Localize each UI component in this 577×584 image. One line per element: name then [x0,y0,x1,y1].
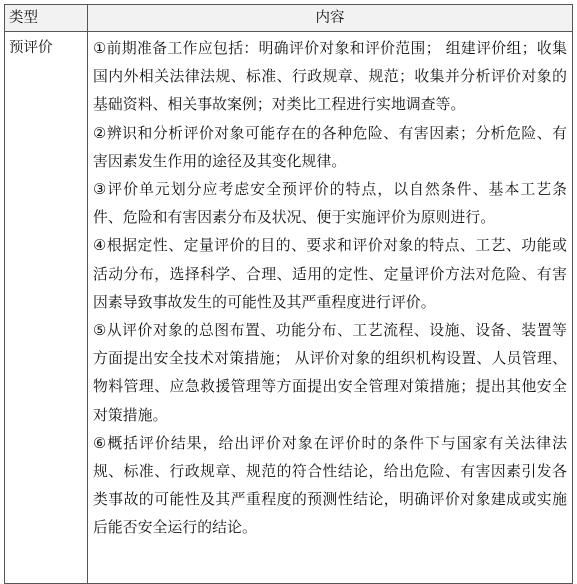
table-header-row [5,5,573,32]
header-type: 类型 [5,5,88,32]
content-paragraph-2: ②辨识和分析评价对象可能存在的各种危险、有害因素；分析危险、有害因素发生作用的途径及其变化规律。 [93,124,567,170]
row-content-cell [88,32,573,584]
content-paragraph-3: ③评价单元划分应考虑安全预评价的特点，以自然条件、基本工艺条件、危险和有害因素分布及状况、便于实施评价为原则进行。 [93,181,567,227]
row-type-cell: 预评价 [5,32,88,584]
header-content: 内容 [88,5,573,32]
evaluation-table [4,4,573,584]
content-paragraph-5: ⑤从评价对象的总图布置、功能分布、工艺流程、设施、设备、装置等方面提出安全技术对策措施； 从评价对象的组织机构设置、人员管理、物料管理、应急救援管理等方面提出安全管理对策措施；提出其他安全对策措施。 [93,322,567,424]
table-row [5,32,573,584]
content-paragraph-1: ①前期准备工作应包括：明确评价对象和评价范围； 组建评价组；收集国内外相关法律法规、标准、行政规章、规范；收集并分析评价对象的基础资料、相关事故案例；对类比工程进行实地调查等。 [93,40,567,114]
content-paragraph-4: ④根据定性、定量评价的目的、要求和评价对象的特点、工艺、功能或活动分布，选择科学、合理、适用的定性、定量评价方法对危险、有害因素导致事故发生的可能性及其严重程度进行评价。 [93,237,567,311]
content-paragraph-6: ⑥概括评价结果，给出评价对象在评价时的条件下与国家有关法律法规、标准、行政规章、规范的符合性结论，给出危险、有害因素引发各类事故的可能性及其严重程度的预测性结论，明确评价对象建成或实施后能否安全运行的结论。 [93,434,567,537]
